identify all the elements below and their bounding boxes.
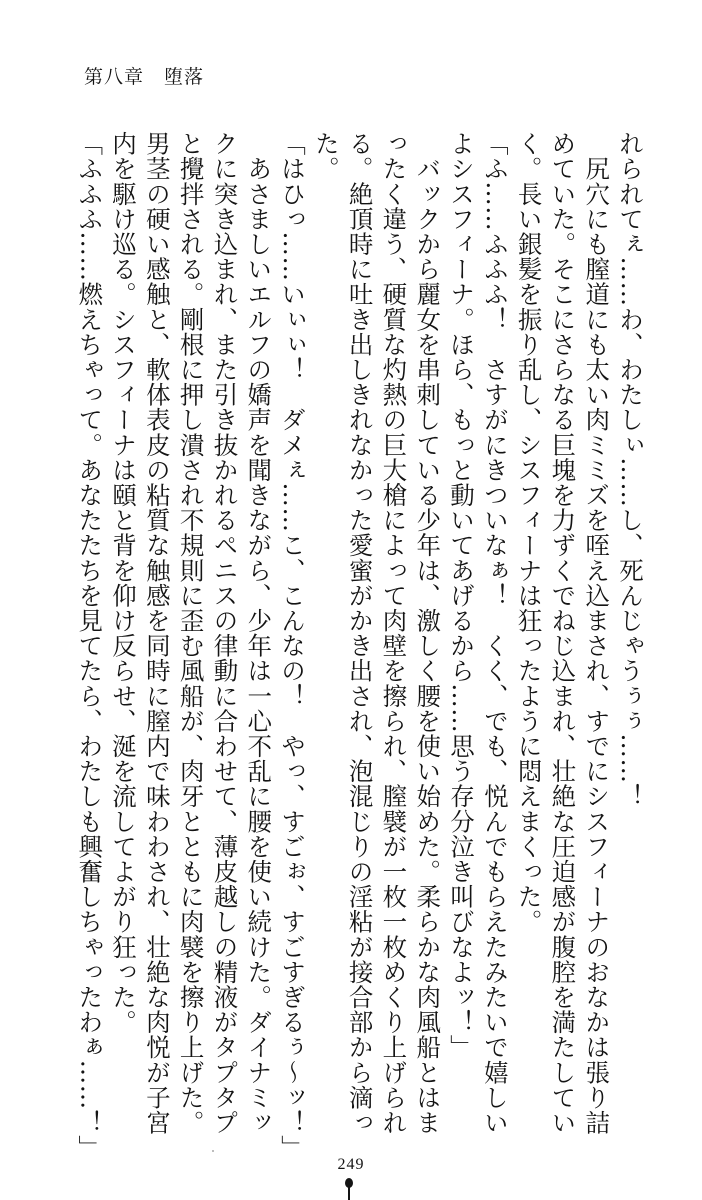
scan-speck bbox=[212, 1150, 214, 1152]
text-line: れられてぇ……わ、わたしぃ……し、死んじゃうぅぅ……！ bbox=[616, 131, 645, 809]
text-line: と攪拌される。剛根に押し潰され不規則に歪む風船が、肉牙とともに肉襞を擦り上げた。 bbox=[176, 131, 206, 1135]
text-line: 「ふ……ふふふ！ さすがにきついなぁ！ くく、でも、悦んでもらえたみたいで嬉しい bbox=[480, 131, 510, 1135]
text-line: 内を駆け巡る。シスフィーナは頤と背を仰け反らせ、涎を流してよがり狂った。 bbox=[109, 131, 139, 1035]
folio-stem-icon bbox=[348, 1186, 350, 1200]
text-line: 「はひっ……いぃぃ！ ダメぇ……こ、こんなの！ やっ、すごぉ、すごすぎるぅ〜ッ！」 bbox=[278, 131, 308, 1161]
text-line: めていた。そこにさらなる巨塊を力ずくでねじ込まれ、壮絶な圧迫感が腹腔を満たしてい bbox=[548, 131, 578, 1135]
running-head: 第八章 堕落 bbox=[84, 66, 205, 88]
body-text bbox=[75, 131, 647, 1161]
text-line: あさましいエルフの嬌声を聞きながら、少年は一心不乱に腰を使い続けた。ダイナミッ bbox=[244, 131, 274, 1135]
page-number: 249 bbox=[337, 1156, 365, 1173]
text-line: バックから麗女を串刺している少年は、激しく腰を使い始めた。柔らかな肉風船とはま bbox=[413, 131, 443, 1135]
text-line: 尻穴にも膣道にも太い肉ミミズを咥え込まされ、すでにシスフィーナのおなかは張り詰 bbox=[582, 131, 612, 1135]
text-line: く。長い銀髪を振り乱し、シスフィーナは狂ったように悶えまくった。 bbox=[514, 131, 544, 935]
text-line: た。 bbox=[311, 131, 341, 182]
text-line: ったく違う、硬質な灼熱の巨大槍によって肉壁を擦られ、膣襞が一枚一枚めくり上げられ bbox=[379, 131, 409, 1135]
text-line: クに突き込まれ、また引き抜かれるペニスの律動に合わせて、薄皮越しの精液がタプタプ bbox=[210, 131, 240, 1135]
text-line: 男茎の硬い感触と、軟体表皮の粘質な触感を同時に膣内で味わわされ、壮絶な肉悦が子宮 bbox=[142, 131, 172, 1135]
text-line: よシスフィーナ。ほら、もっと動いてあげるから……思う存分泣き叫びなよッ！」 bbox=[447, 131, 477, 1060]
text-line: 「ふふふ……燃えちゃって。あなたたちを見てたら、わたしも興奮しちゃったわぁ……！」 bbox=[75, 131, 105, 1161]
text-line: る。絶頂時に吐き出しきれなかった愛蜜がかき出され、泡混じりの淫粘が接合部から滴っ bbox=[345, 131, 375, 1135]
